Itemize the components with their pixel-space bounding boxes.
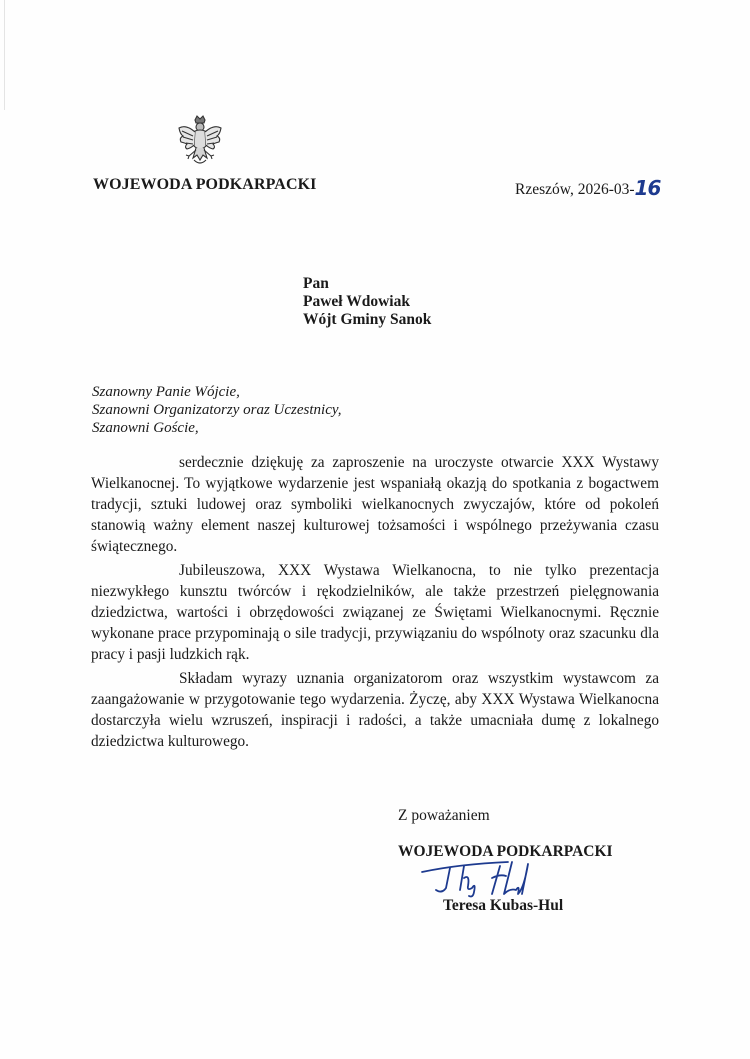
recipient-block bbox=[303, 275, 431, 329]
salutation-line: Szanowni Organizatorzy oraz Uczestnicy, bbox=[92, 402, 342, 418]
body-paragraph: Składam wyrazy uznania organizatorom oraz wszystkim wystawcom za zaangażowanie w przygotowanie tego wydarzenia. Życzę, aby XXX Wystawa Wielkanocna dostarczyła wielu wzruszeń, inspiracji i radości, a także umacniała dumę z lokalnego dziedzictwa kulturowego. bbox=[91, 670, 659, 750]
polish-eagle-emblem-icon bbox=[176, 114, 224, 172]
date-handwritten-day: 16 bbox=[634, 176, 661, 200]
body-paragraph: serdecznie dziękuję za zaproszenie na uroczyste otwarcie XXX Wystawy Wielkanocnej. To wyjątkowe wydarzenie jest wspaniałą okazją do spotkania z bogactwem tradycji, sztuki ludowej oraz symboliki wielkanocnych zwyczajów, które od pokoleń stanowią ważny element naszej kulturowej tożsamości i wspólnego przeżywania czasu świątecznego. bbox=[91, 454, 659, 555]
signer-name: Teresa Kubas-Hul bbox=[443, 897, 564, 914]
salutation-block bbox=[92, 383, 341, 437]
date-printed: Rzeszów, 2026-03- bbox=[515, 181, 635, 198]
recipient-position: Wójt Gminy Sanok bbox=[303, 311, 432, 328]
place-and-date bbox=[515, 175, 660, 199]
scan-edge-line bbox=[4, 0, 5, 110]
recipient-honorific: Pan bbox=[303, 275, 329, 292]
signatory-title: WOJEWODA PODKARPACKI bbox=[398, 843, 613, 860]
letter-body bbox=[91, 452, 659, 755]
body-paragraph: Jubileuszowa, XXX Wystawa Wielkanocna, to nie tylko prezentacja niezwykłego kunsztu twórców i rękodzielników, ale także przestrzeń pielęgnowania dziedzictwa, wartości i obrzędowości związanej ze Świętami Wielkanocnymi. Ręcznie wykonane prace przypominają o sile tradycji, przywiązaniu do wspólnoty oraz szacunku dla pracy i pasji ludzkich rąk. bbox=[91, 562, 659, 663]
salutation-line: Szanowni Goście, bbox=[92, 420, 199, 436]
recipient-name: Paweł Wdowiak bbox=[303, 293, 410, 310]
handwritten-signature-icon bbox=[420, 858, 555, 900]
salutation-line: Szanowny Panie Wójcie, bbox=[92, 384, 240, 400]
issuer-heading: WOJEWODA PODKARPACKI bbox=[93, 176, 317, 193]
closing-greeting: Z poważaniem bbox=[398, 807, 490, 824]
